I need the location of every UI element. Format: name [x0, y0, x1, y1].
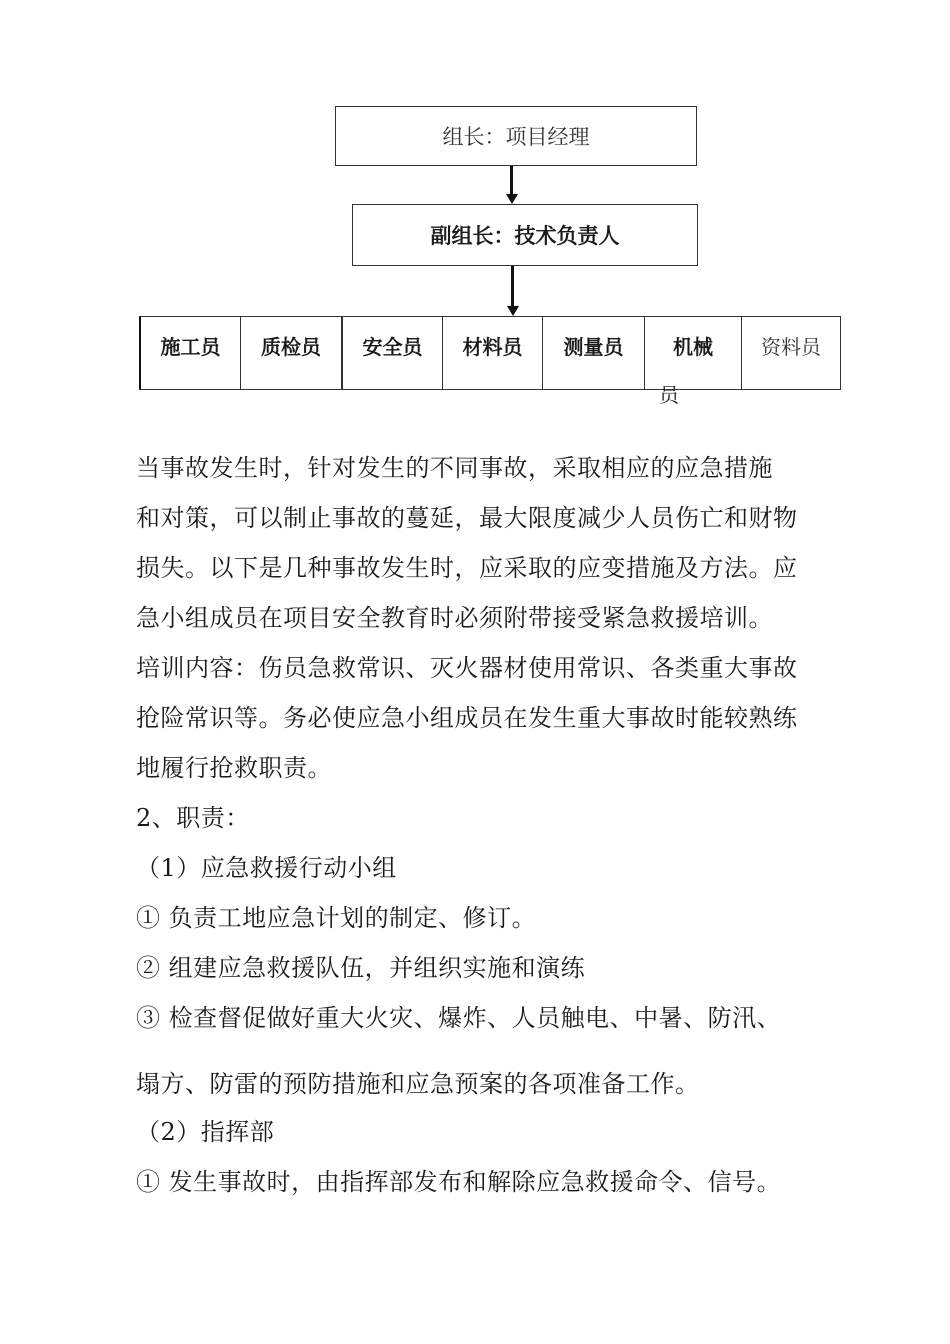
paragraph-line: 和对策，可以制止事故的蔓延，最大限度减少人员伤亡和财物	[136, 504, 798, 532]
arrow-down-icon	[507, 306, 519, 316]
staff-cell	[742, 317, 840, 389]
staff-label: 施工员	[160, 335, 221, 359]
paragraph-line: 培训内容：伤员急救常识、灭火器材使用常识、各类重大事故	[136, 654, 798, 682]
list-item-continued: 塌方、防雷的预防措施和应急预案的各项准备工作。	[136, 1070, 700, 1098]
list-item: ② 组建应急救援队伍，并组织实施和演练	[136, 954, 586, 982]
paragraph-line: 地履行抢救职责。	[136, 754, 332, 782]
staff-cell	[443, 317, 543, 389]
paragraph-line: 急小组成员在项目安全教育时必须附带接受紧急救援培训。	[136, 604, 773, 632]
list-item: ① 负责工地应急计划的制定、修订。	[136, 904, 537, 932]
paragraph-line: 损失。以下是几种事故发生时，应采取的应变措施及方法。应	[136, 554, 798, 582]
staff-label-wrap: 员	[659, 383, 679, 407]
list-item: ③ 检查督促做好重大火灾、爆炸、人员触电、中暑、防汛、	[136, 1004, 782, 1032]
staff-label: 质检员	[261, 335, 321, 359]
paragraph-line: 当事故发生时，针对发生的不同事故，采取相应的应急措施	[136, 454, 773, 482]
staff-label: 材料员	[462, 335, 523, 359]
staff-cell	[141, 317, 241, 389]
staff-label: 安全员	[362, 335, 423, 359]
leader-label: 组长：项目经理	[442, 125, 590, 149]
staff-label: 机械	[673, 335, 713, 359]
deputy-label: 副组长：技术负责人	[430, 223, 620, 248]
section-heading: 2、职责：	[136, 804, 250, 832]
staff-label: 测量员	[563, 335, 624, 359]
staff-row	[139, 316, 841, 407]
arrow-down-icon	[506, 194, 518, 204]
staff-cell	[241, 317, 342, 389]
staff-cell	[543, 317, 645, 389]
staff-cell	[645, 317, 742, 407]
arrow-deputy-to-staff-line	[511, 266, 514, 306]
leader-box	[335, 106, 697, 166]
deputy-box	[352, 204, 698, 266]
list-item: ① 发生事故时，由指挥部发布和解除应急救援命令、信号。	[136, 1168, 782, 1196]
staff-cell	[342, 317, 443, 389]
paragraph-line: 抢险常识等。务必使应急小组成员在发生重大事故时能较熟练	[136, 704, 798, 732]
subsection-heading: （1）应急救援行动小组	[136, 854, 397, 882]
arrow-leader-to-deputy-line	[510, 166, 513, 194]
subsection-heading: （2）指挥部	[136, 1118, 275, 1146]
staff-label: 资料员	[761, 335, 821, 359]
